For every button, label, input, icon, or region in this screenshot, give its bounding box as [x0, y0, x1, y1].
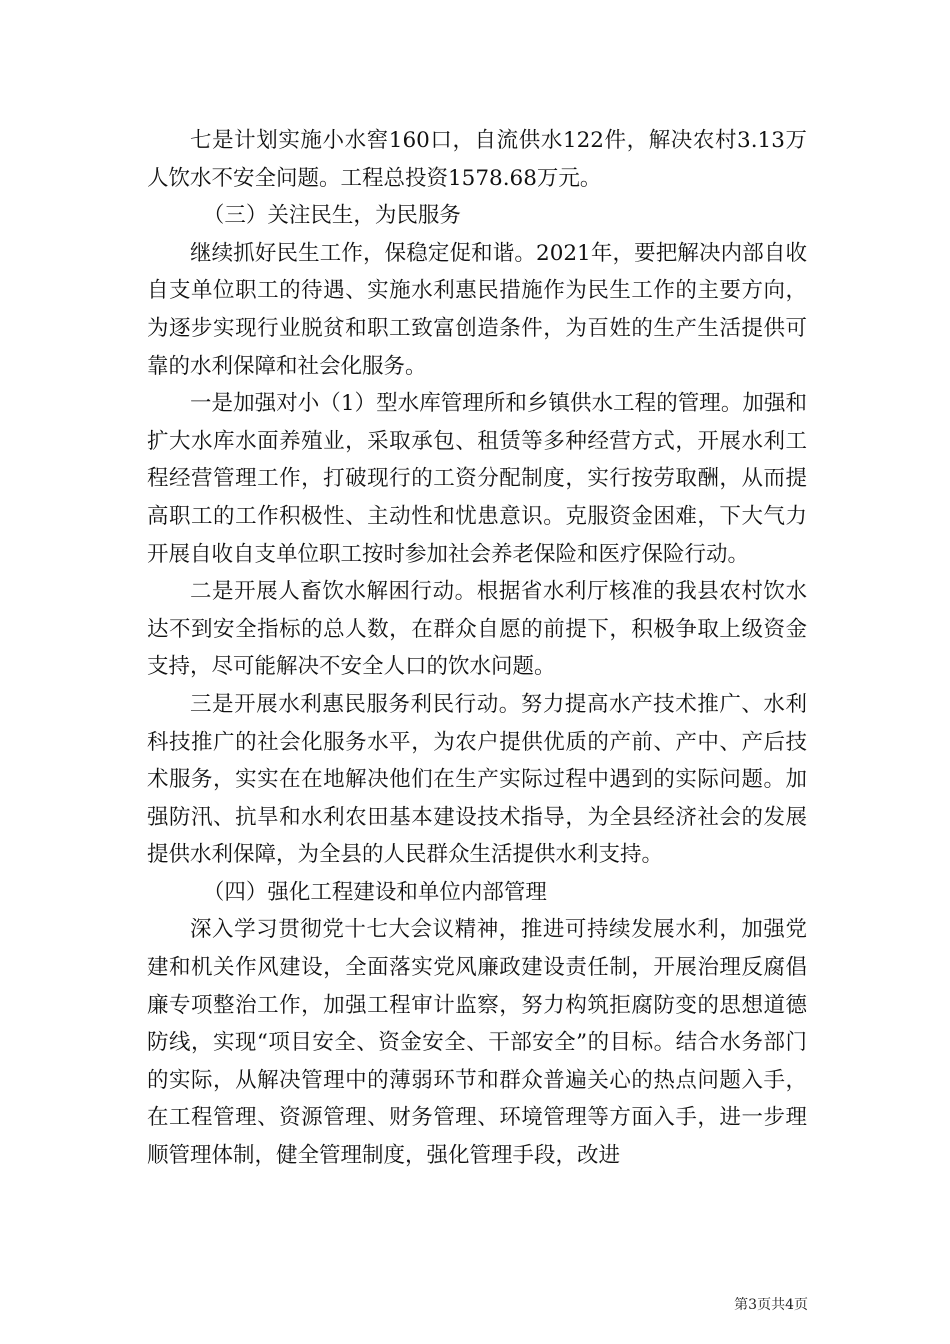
- paragraph-drinking-water: 二是开展人畜饮水解困行动。根据省水利厅核准的我县农村饮水达不到安全指标的总人数，在群众自愿的前提下，积极争取上级资金支持，尽可能解决不安全人口的饮水问题。: [147, 579, 807, 680]
- page-number-footer: 第3页共4页: [734, 1297, 808, 1313]
- section-heading-internal-management: （四）强化工程建设和单位内部管理: [202, 879, 547, 905]
- paragraph-water-services: 三是开展水利惠民服务利民行动。努力提高水产技术推广、水利科技推广的社会化服务水平，为农户提供优质的产前、产中、产后技术服务，实实在在地解决他们在生产实际过程中遇到的实际问题。加强防汛、抗旱和水利农田基本建设技术指导，为全县经济社会的发展提供水利保障，为全县的人民群众生活提供水利支持。: [147, 691, 807, 868]
- section-heading-livelihood: （三）关注民生，为民服务: [202, 203, 461, 229]
- paragraph-water-projects: 七是计划实施小水窖160口，自流供水122件，解决农村3.13万人饮水不安全问题。工程总投资1578.68万元。: [147, 128, 807, 191]
- paragraph-party-building: 深入学习贯彻党十七大会议精神，推进可持续发展水利，加强党建和机关作风建设，全面落实党风廉政建设责任制，开展治理反腐倡廉专项整治工作，加强工程审计监察，努力构筑拒腐防变的思想道德防线，实现“项目安全、资金安全、干部安全”的目标。结合水务部门的实际，从解决管理中的薄弱环节和群众普遍关心的热点问题入手，在工程管理、资源管理、财务管理、环境管理等方面入手，进一步理顺管理体制，健全管理制度，强化管理手段，改进: [147, 917, 807, 1169]
- document-body: [147, 122, 807, 1175]
- paragraph-livelihood-intro: 继续抓好民生工作，保稳定促和谐。2021年，要把解决内部自收自支单位职工的待遇、实施水利惠民措施作为民生工作的主要方向，为逐步实现行业脱贫和职工致富创造条件，为百姓的生产生活提供可靠的水利保障和社会化服务。: [147, 240, 807, 379]
- paragraph-reservoir-management: 一是加强对小（1）型水库管理所和乡镇供水工程的管理。加强和扩大水库水面养殖业，采取承包、租赁等多种经营方式，开展水利工程经营管理工作，打破现行的工资分配制度，实行按劳取酬，从而提高职工的工作积极性、主动性和忧患意识。克服资金困难，下大气力开展自收自支单位职工按时参加社会养老保险和医疗保险行动。: [147, 391, 807, 567]
